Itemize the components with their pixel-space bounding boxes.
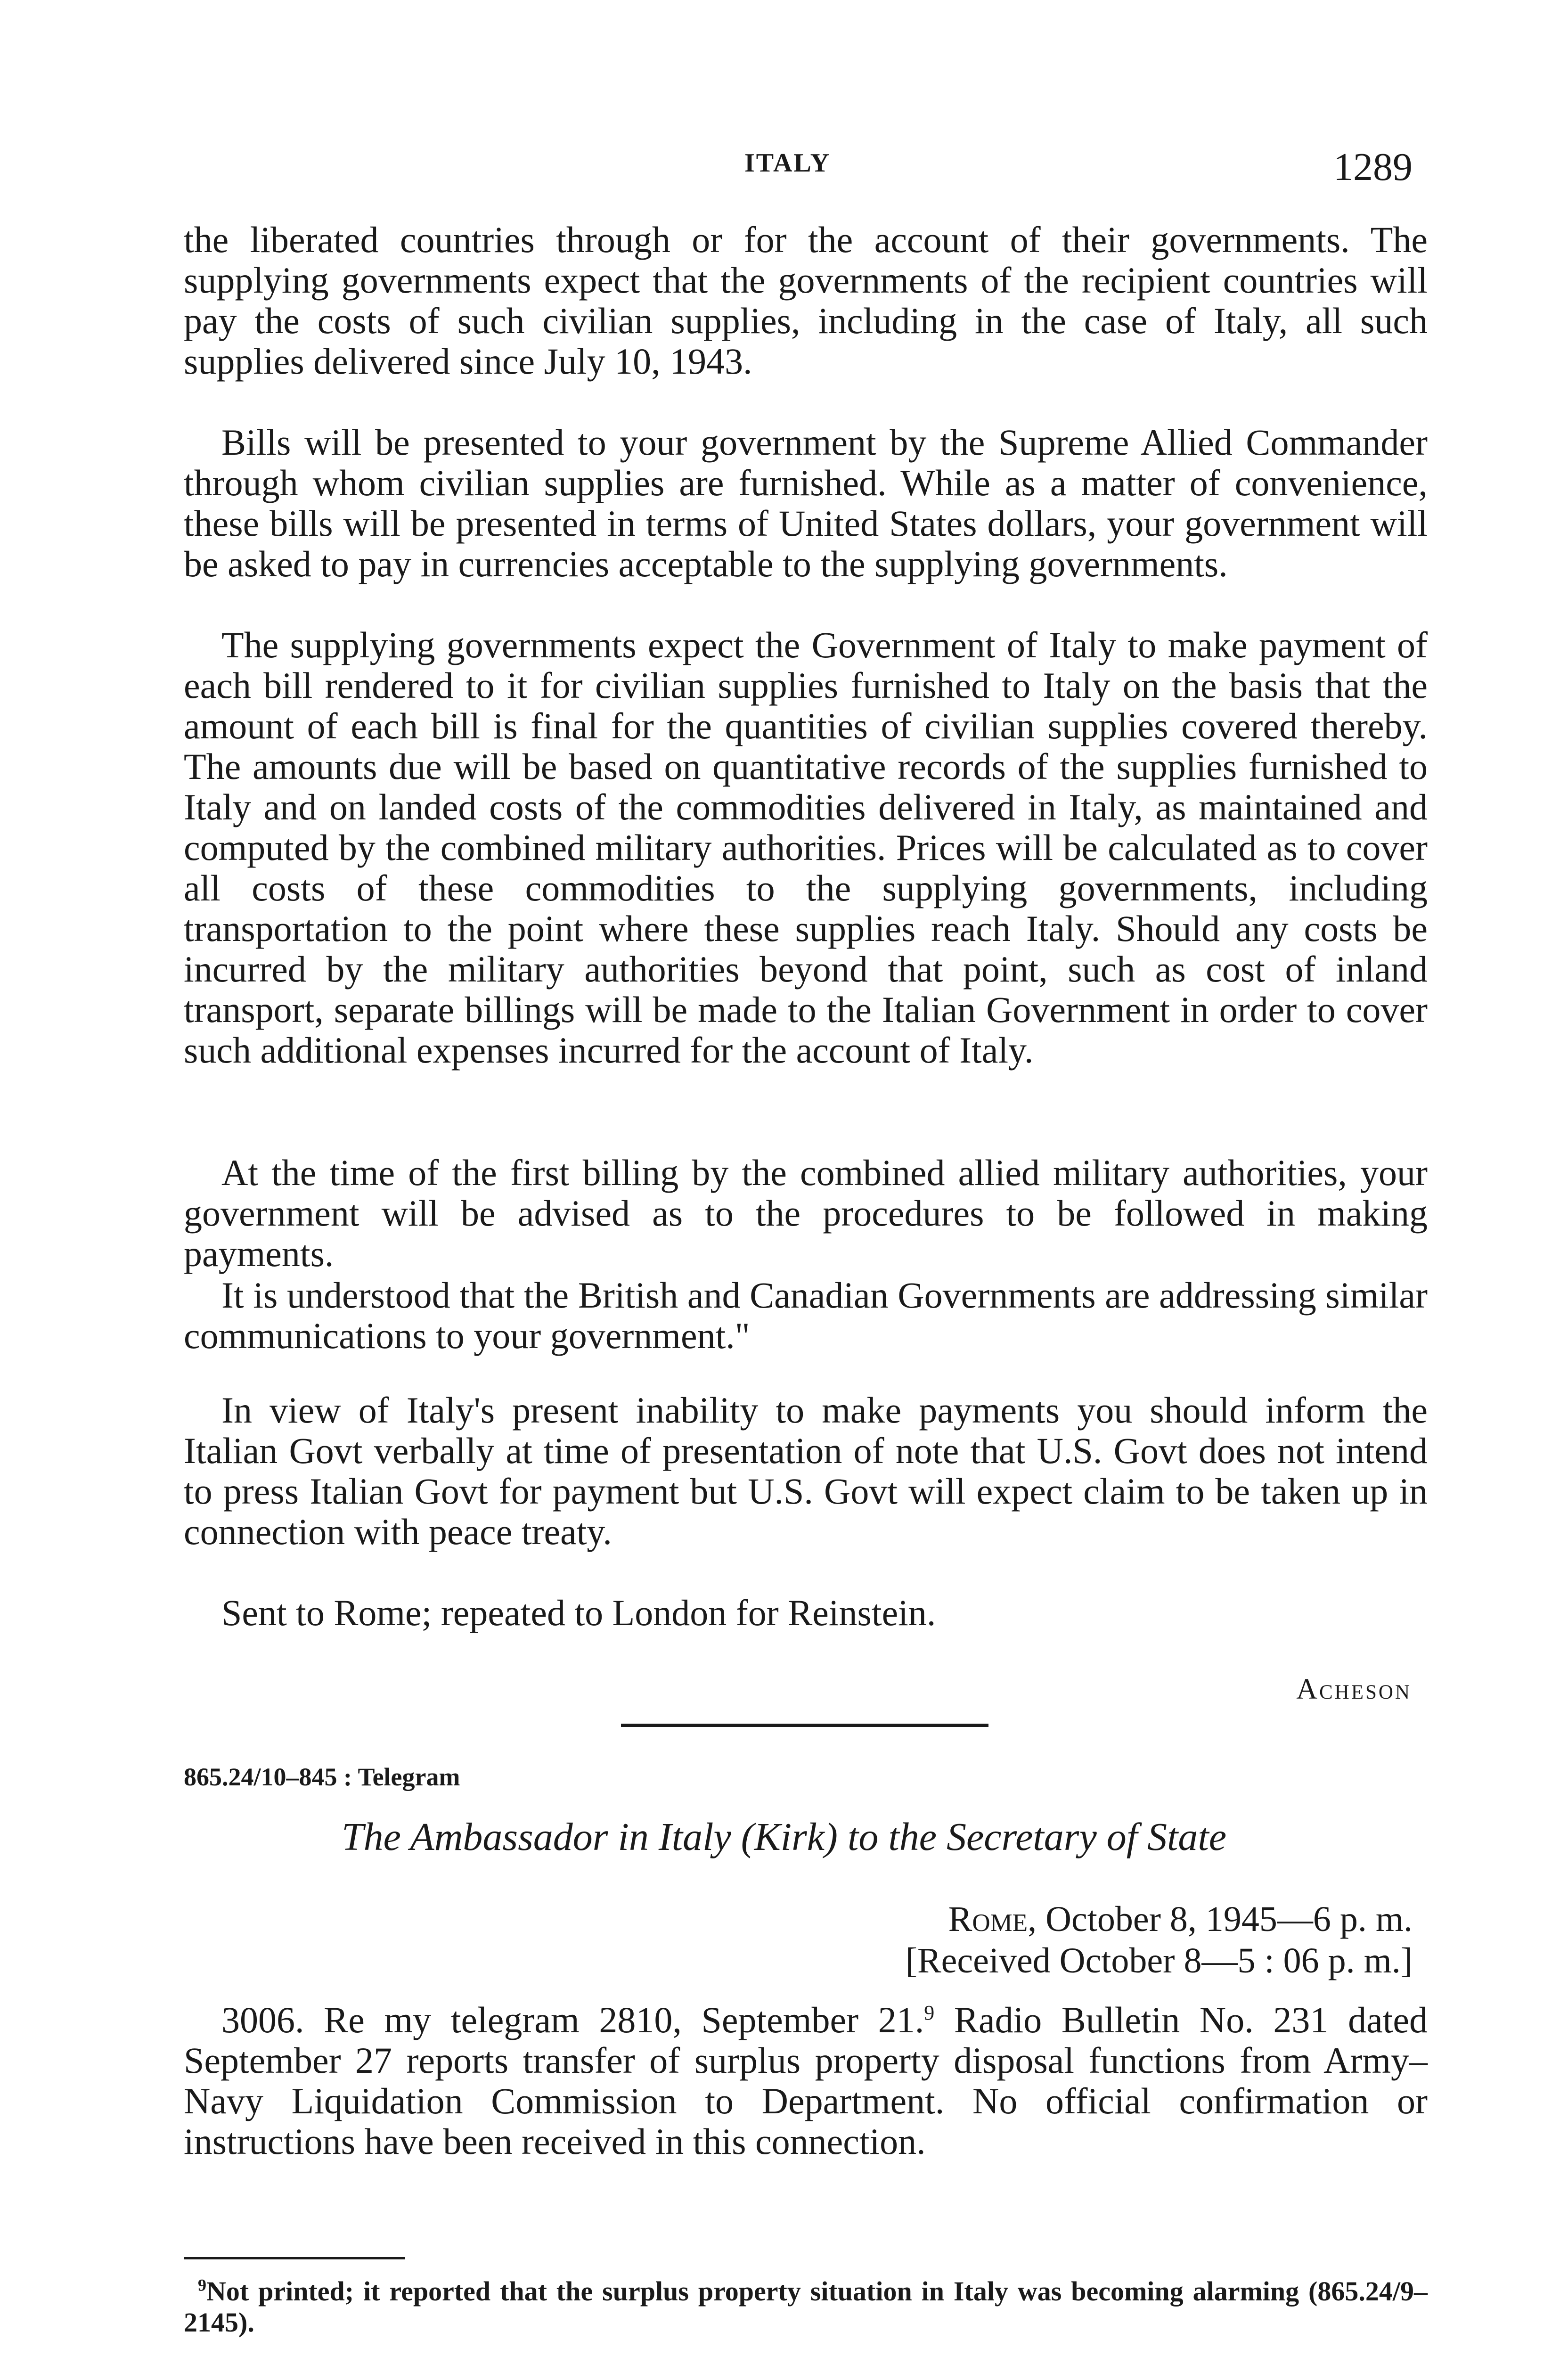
footnote-separator xyxy=(184,2257,405,2259)
footnote-text: Not printed; it reported that the surplus property situation in Italy was becoming alarming (865.24/9–2145). xyxy=(184,2276,1428,2338)
footnote xyxy=(184,2276,1428,2338)
paragraph-continuation: the liberated countries through or for the account of their governments. The supplying governments expect that the governments of the recipient countries will pay the costs of such civilian supplies, including in the case of Italy, all such supplies delivered since July 10, 1943. xyxy=(184,219,1428,382)
paragraph-first-billing: At the time of the first billing by the combined allied military authorities, your government will be advised as to the procedures to be followed in making payments. xyxy=(184,1152,1428,1274)
paragraph-payment: The supplying governments expect the Government of Italy to make payment of each bill rendered to it for civilian supplies furnished to Italy on the basis that the amount of each bill is final for the quantities of civilian supplies covered thereby. The amounts due will be based on quantitative records of the supplies furnished to Italy and on landed costs of the commodities delivered in Italy, as maintained and computed by the combined military authorities. Prices will be calculated as to cover all costs of these commodities to the supplying governments, including transportation to the point where these supplies reach Italy. Should any costs be incurred by the military authorities beyond that point, such as cost of inland transport, separate billings will be made to the Italian Government in order to cover such additional expenses incurred for the account of Italy. xyxy=(184,624,1428,1071)
dateline-date: , October 8, 1945—6 p. m. xyxy=(1028,1899,1413,1939)
footnote-reference: 9 xyxy=(924,2001,935,2024)
document-separator xyxy=(621,1724,988,1727)
dateline-place: Rome xyxy=(948,1899,1028,1939)
page-number: 1289 xyxy=(1333,145,1413,189)
running-head-title: ITALY xyxy=(744,148,831,178)
paragraph-sent-to: Sent to Rome; repeated to London for Reinstein. xyxy=(221,1592,936,1633)
telegram-text-rest: Radio Bulletin No. 231 dated September 27 reports transfer of surplus property disposal functions from Army–Navy Liquidation Commission to Department. No official confirmation or instructions have been received in this connection. xyxy=(184,1999,1428,2162)
file-reference: 865.24/10–845 : Telegram xyxy=(184,1763,460,1791)
paragraph-british-canadian: It is understood that the British and Canadian Governments are addressing similar communications to your government." xyxy=(184,1275,1428,1356)
telegram-text xyxy=(184,2000,1428,2162)
telegram-text-start: 3006. Re my telegram 2810, September 21. xyxy=(221,1999,924,2040)
dateline xyxy=(948,1899,1413,1940)
received-line: [Received October 8—5 : 06 p. m.] xyxy=(905,1941,1413,1980)
document-heading: The Ambassador in Italy (Kirk) to the Secretary of State xyxy=(341,1815,1227,1859)
paragraph-bills: Bills will be presented to your government by the Supreme Allied Commander through whom civilian supplies are furnished. While as a matter of convenience, these bills will be presented in terms of United States dollars, your government will be asked to pay in currencies acceptable to the supplying governments. xyxy=(184,422,1428,584)
signature-acheson: Acheson xyxy=(1296,1673,1412,1705)
running-head xyxy=(0,144,1568,191)
paragraph-inability: In view of Italy's present inability to make payments you should inform the Italian Govt verbally at time of presentation of note that U.S. Govt does not intend to press Italian Govt for payment but U.S. Govt will expect claim to be taken up in connection with peace treaty. xyxy=(184,1390,1428,1552)
footnote-marker: 9 xyxy=(198,2275,206,2295)
